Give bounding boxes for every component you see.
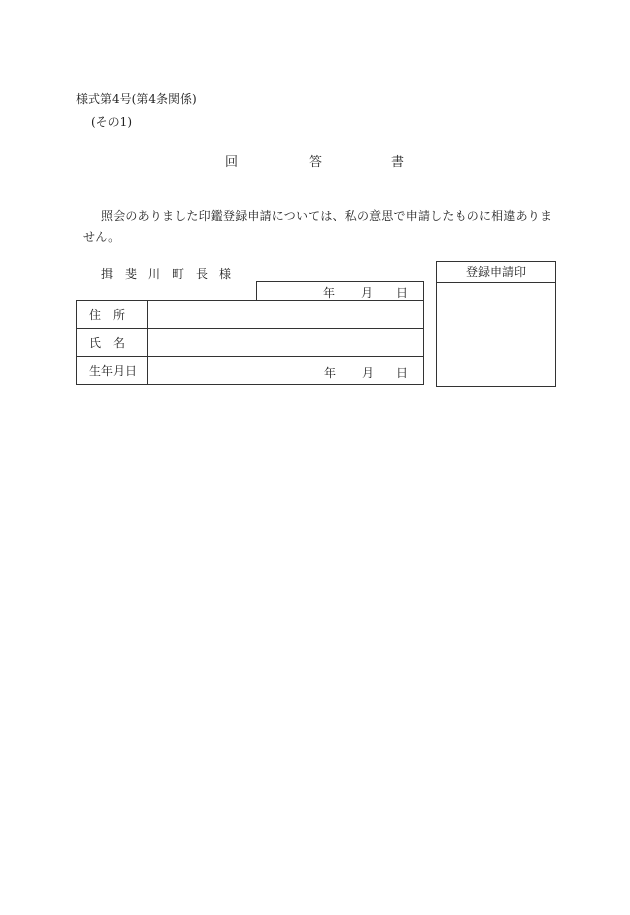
table-row-name [77,329,424,357]
birth-year-label: 年 [324,366,337,380]
statement-text: 照会のありました印鑑登録申請については、私の意思で申請したものに相違ありません。 [83,209,553,244]
birthdate-field[interactable] [148,357,424,385]
seal-box[interactable] [436,261,556,387]
name-label: 氏 名 [77,329,148,357]
date-month-label: 月 [361,286,374,300]
birth-month-label: 月 [362,366,375,380]
addressee-char: 長 [196,267,209,281]
title-char: 書 [391,155,405,170]
seal-header: 登録申請印 [437,262,555,283]
name-field[interactable] [148,329,424,357]
birthdate-label: 生年月日 [77,357,148,385]
date-day-label: 日 [396,286,409,300]
title-char: 回 [225,155,239,170]
addressee-char: 町 [172,267,185,281]
address-label: 住 所 [77,301,148,329]
birth-day-label: 日 [396,366,409,380]
table-row-birthdate [77,357,424,385]
table-row-address [77,301,424,329]
addressee-char: 揖 [101,267,114,281]
address-field[interactable] [148,301,424,329]
addressee-char: 斐 [125,267,138,281]
addressee-char: 様 [219,267,232,281]
date-year-label: 年 [323,286,336,300]
form-number: 様式第4号(第4条関係) [76,92,197,106]
title-char: 答 [309,155,323,170]
addressee-char: 川 [148,267,161,281]
form-sub-number: (その1) [91,115,132,129]
applicant-table [76,300,424,385]
